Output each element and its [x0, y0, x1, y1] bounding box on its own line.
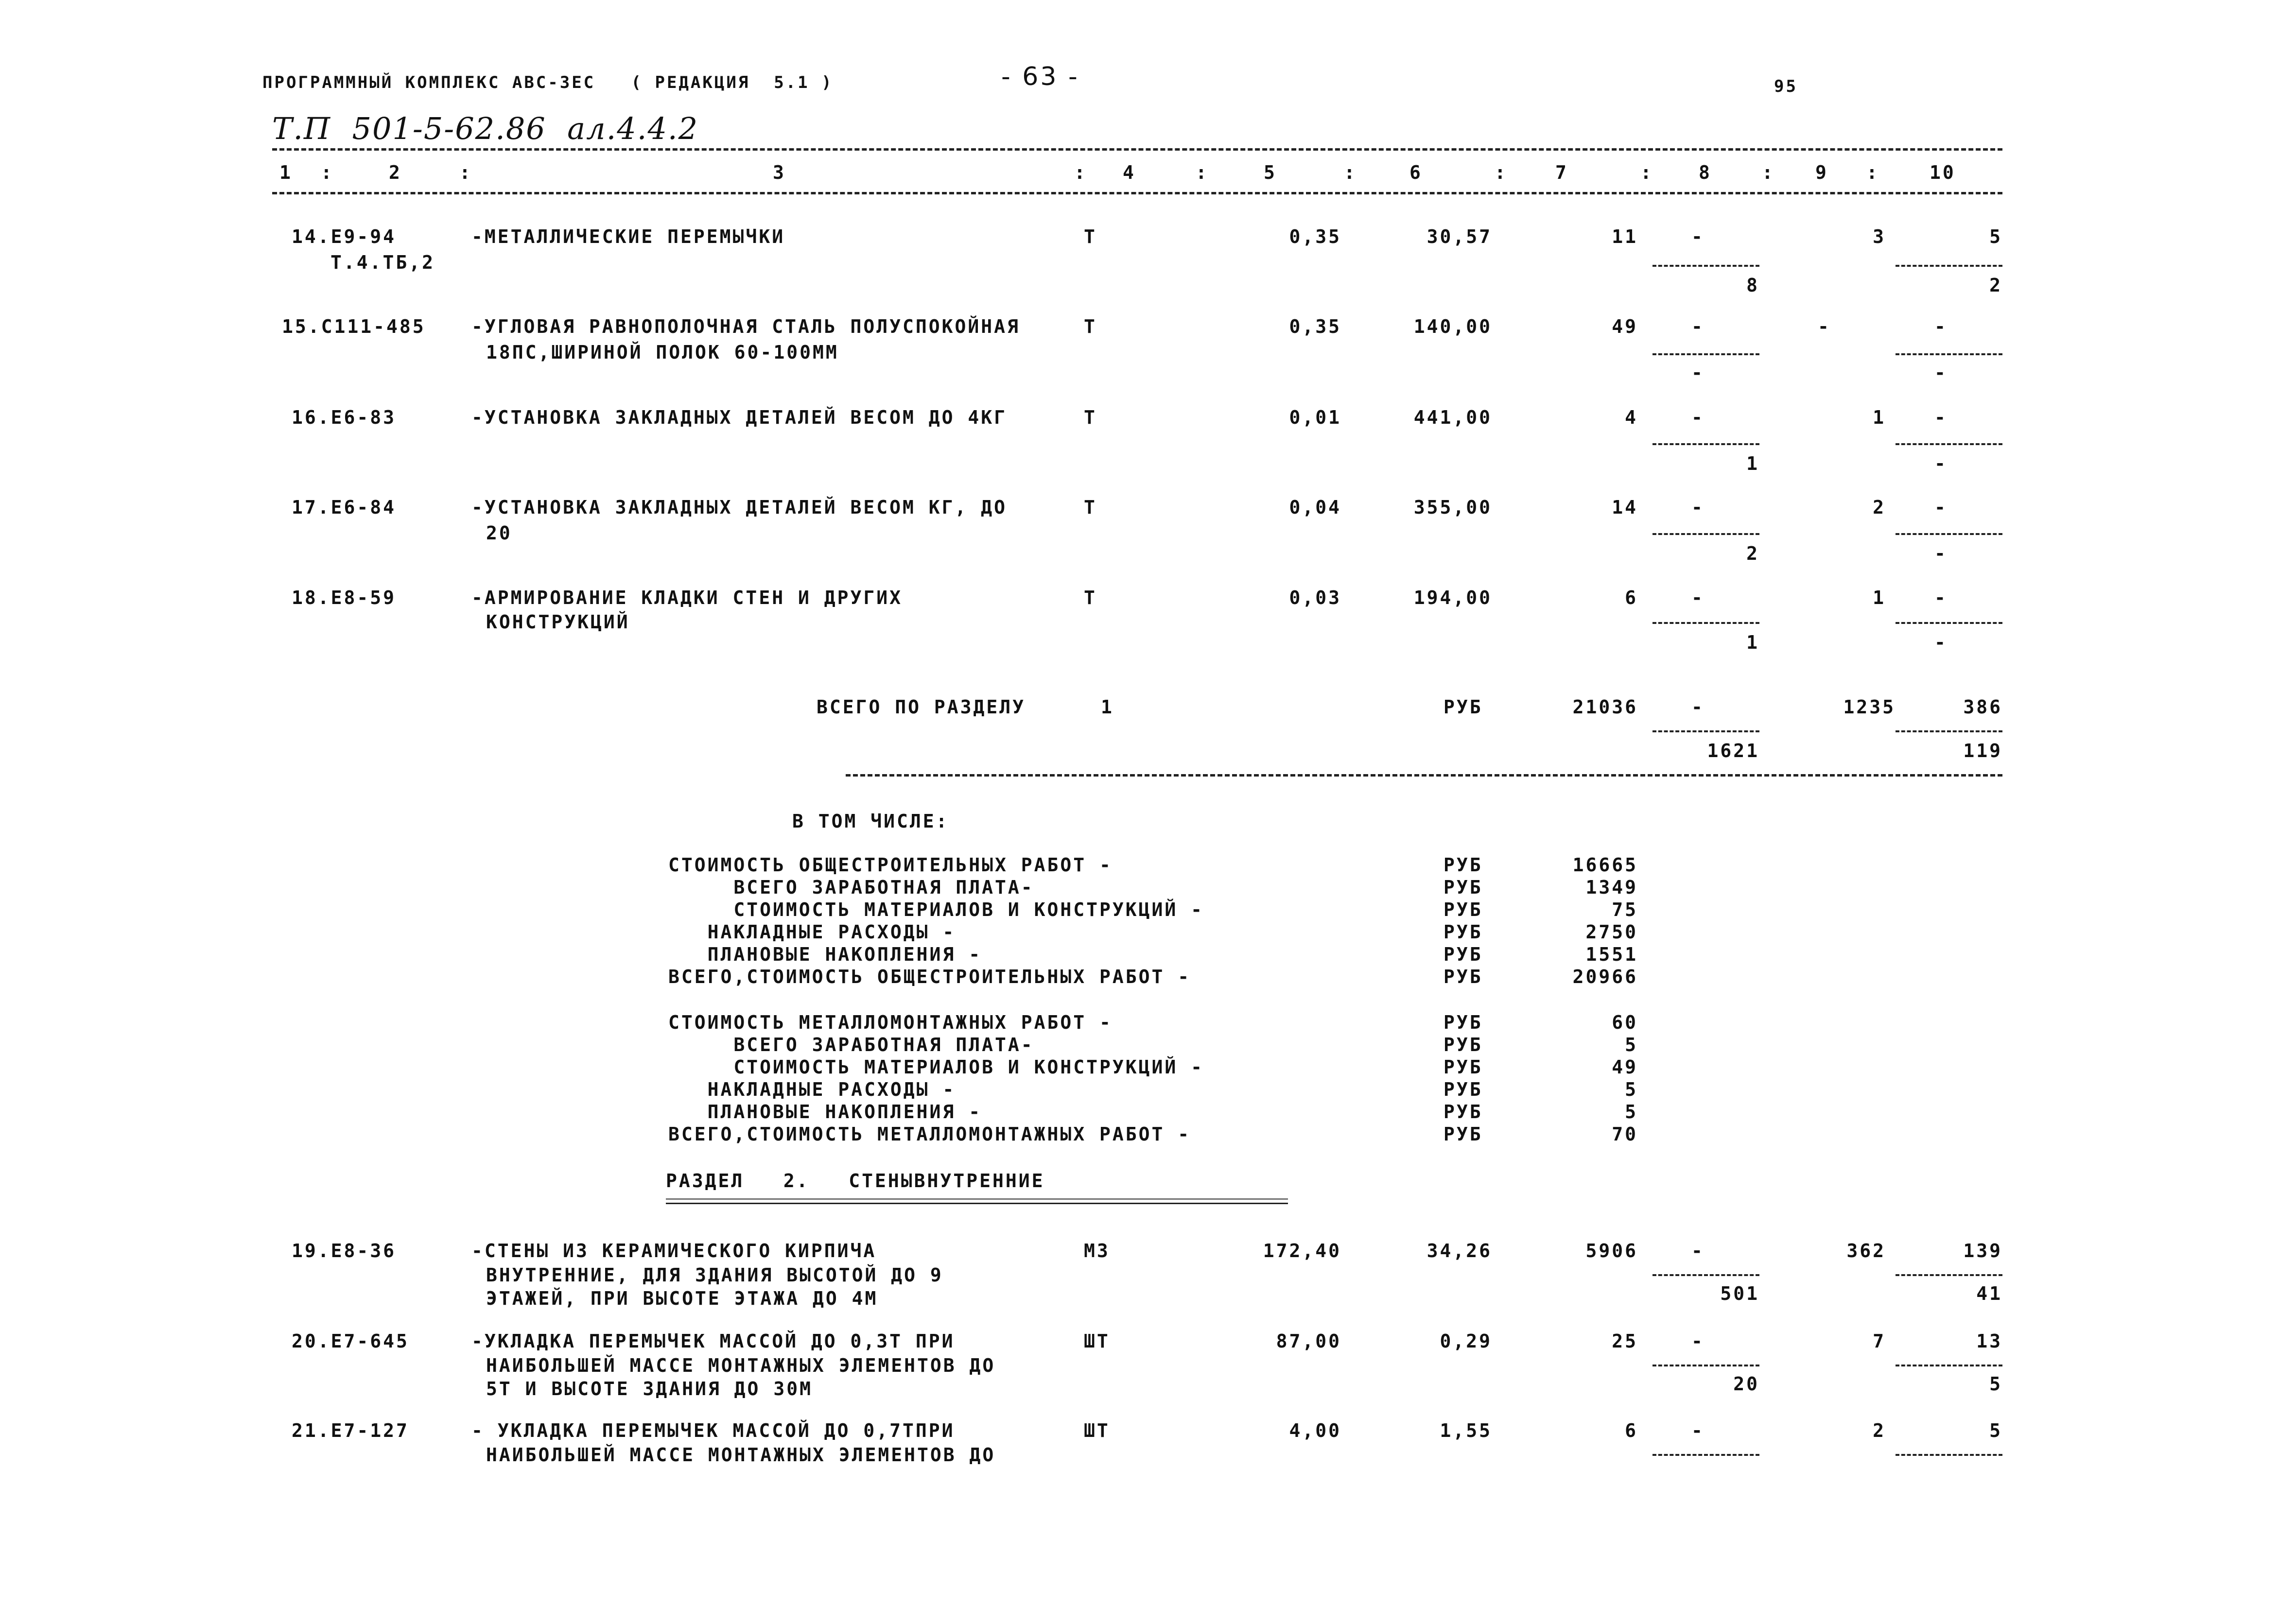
row-number: 20.Е7-645 [292, 1331, 409, 1352]
section-total-col8-bottom: 1621 [1707, 740, 1759, 761]
col-2: 2 [389, 162, 402, 183]
row-number: 18.Е8-59 [292, 587, 397, 608]
row-quantity: 0,04 [1289, 497, 1341, 518]
col-sep: : [1344, 162, 1357, 183]
summary-label: НАКЛАДНЫЕ РАСХОДЫ - [668, 1079, 956, 1100]
col-5: 5 [1264, 162, 1277, 183]
row-price: 194,00 [1413, 587, 1492, 608]
row-description-line3: ЭТАЖЕЙ, ПРИ ВЫСОТЕ ЭТАЖА ДО 4М [486, 1288, 878, 1309]
row-unit: Т [1084, 226, 1097, 247]
cell-rule [1652, 443, 1759, 445]
cell-rule [1652, 730, 1759, 732]
cell-rule [1896, 730, 2002, 732]
row-number: 16.Е6-83 [292, 407, 397, 428]
cell-rule [1896, 265, 2002, 267]
row-col9: 362 [1846, 1240, 1886, 1261]
row-col10-top: - [1934, 587, 1948, 608]
row-quantity: 0,35 [1289, 316, 1341, 337]
row-price: 1,55 [1440, 1420, 1492, 1441]
col-10: 10 [1930, 162, 1956, 183]
col-6: 6 [1409, 162, 1423, 183]
row-quantity: 87,00 [1276, 1331, 1341, 1352]
row-col9: 3 [1873, 226, 1886, 247]
row-col8-bottom: 20 [1733, 1373, 1759, 1395]
including-label: В ТОМ ЧИСЛЕ: [792, 811, 949, 832]
summary-label: СТОИМОСТЬ МАТЕРИАЛОВ И КОНСТРУКЦИЙ - [668, 899, 1204, 920]
summary-unit: РУБ [1444, 966, 1483, 987]
row-col8-top: - [1691, 407, 1705, 428]
col-8: 8 [1699, 162, 1712, 183]
row-number: 19.Е8-36 [292, 1240, 397, 1261]
row-total: 6 [1625, 587, 1638, 608]
row-description-line2: КОНСТРУКЦИЙ [486, 611, 630, 633]
row-quantity: 172,40 [1263, 1240, 1341, 1261]
program-header: ПРОГРАММНЫЙ КОМПЛЕКС АВС-3ЕС ( РЕДАКЦИЯ 5.1 ) [262, 73, 834, 92]
summary-value: 70 [1612, 1123, 1638, 1145]
section-total-unit: РУБ [1444, 696, 1483, 718]
cell-rule [1652, 353, 1759, 355]
row-subref: Т.4.ТБ,2 [330, 252, 435, 273]
summary-unit: РУБ [1444, 877, 1483, 898]
row-price: 30,57 [1426, 226, 1492, 247]
col-sep: : [1074, 162, 1087, 183]
row-col9: - [1818, 316, 1831, 337]
cell-rule [1896, 1454, 2002, 1456]
summary-label: ПЛАНОВЫЕ НАКОПЛЕНИЯ - [668, 1101, 982, 1123]
row-col10-top: - [1934, 407, 1948, 428]
cell-rule [1652, 1365, 1759, 1366]
row-description-line2: 18ПС,ШИРИНОЙ ПОЛОК 60-100ММ [486, 342, 839, 363]
summary-value: 20966 [1572, 966, 1638, 987]
summary-label: ВСЕГО,СТОИМОСТЬ ОБЩЕСТРОИТЕЛЬНЫХ РАБОТ - [668, 966, 1191, 987]
row-col8-bottom: 8 [1746, 275, 1759, 296]
row-description: -УСТАНОВКА ЗАКЛАДНЫХ ДЕТАЛЕЙ ВЕСОМ КГ, ДО [471, 497, 1007, 518]
row-number: 15.С111-485 [282, 316, 426, 337]
row-quantity: 4,00 [1289, 1420, 1341, 1441]
row-description-line2: НАИБОЛЬШЕЙ МАССЕ МОНТАЖНЫХ ЭЛЕМЕНТОВ ДО [486, 1444, 996, 1466]
row-description: -УГЛОВАЯ РАВНОПОЛОЧНАЯ СТАЛЬ ПОЛУСПОКОЙНАЯ [471, 316, 1020, 337]
summary-label: СТОИМОСТЬ ОБЩЕСТРОИТЕЛЬНЫХ РАБОТ - [668, 854, 1113, 876]
summary-value: 1349 [1585, 877, 1638, 898]
handwritten-reference: Т.П 501-5-62.86 ал.4.4.2 [272, 111, 699, 146]
header-rule-top [272, 148, 2002, 151]
col-sep: : [459, 162, 472, 183]
summary-value: 49 [1612, 1056, 1638, 1078]
summary-unit: РУБ [1444, 854, 1483, 876]
summary-unit: РУБ [1444, 1056, 1483, 1078]
row-price: 0,29 [1440, 1331, 1492, 1352]
summary-label: НАКЛАДНЫЕ РАСХОДЫ - [668, 921, 956, 943]
row-quantity: 0,03 [1289, 587, 1341, 608]
col-sep: : [1866, 162, 1879, 183]
summary-value: 60 [1612, 1012, 1638, 1033]
cell-rule [1896, 1365, 2002, 1366]
row-description: -УКЛАДКА ПЕРЕМЫЧЕК МАССОЙ ДО 0,3Т ПРИ [471, 1331, 955, 1352]
summary-value: 5 [1625, 1034, 1638, 1055]
row-description: -УСТАНОВКА ЗАКЛАДНЫХ ДЕТАЛЕЙ ВЕСОМ ДО 4КГ [471, 407, 1007, 428]
summary-label: ПЛАНОВЫЕ НАКОПЛЕНИЯ - [668, 944, 982, 965]
col-sep: : [1196, 162, 1209, 183]
row-description-line3: 5Т И ВЫСОТЕ ЗДАНИЯ ДО 30М [486, 1378, 813, 1400]
row-price: 441,00 [1413, 407, 1492, 428]
row-description-line2: НАИБОЛЬШЕЙ МАССЕ МОНТАЖНЫХ ЭЛЕМЕНТОВ ДО [486, 1355, 996, 1376]
row-col10-bottom: 5 [1989, 1373, 2002, 1395]
row-col8-top: - [1691, 1331, 1705, 1352]
row-col9: 1 [1873, 407, 1886, 428]
row-col8-bottom: 2 [1746, 543, 1759, 564]
header-rule-bottom [272, 192, 2002, 194]
row-col10-top: 139 [1963, 1240, 2002, 1261]
section-total-col10-bottom: 119 [1963, 740, 2002, 761]
cell-rule [1896, 622, 2002, 624]
row-unit: Т [1084, 587, 1097, 608]
summary-label: ВСЕГО ЗАРАБОТНАЯ ПЛАТА- [668, 1034, 1034, 1055]
summary-unit: РУБ [1444, 1034, 1483, 1055]
cell-rule [1652, 533, 1759, 535]
summary-unit: РУБ [1444, 1012, 1483, 1033]
row-total: 4 [1625, 407, 1638, 428]
row-unit: Т [1084, 407, 1097, 428]
row-col8-top: - [1691, 1420, 1705, 1441]
row-number: 21.Е7-127 [292, 1420, 409, 1441]
row-price: 355,00 [1413, 497, 1492, 518]
row-total: 6 [1625, 1420, 1638, 1441]
row-unit: Т [1084, 316, 1097, 337]
row-col9: 2 [1873, 1420, 1886, 1441]
row-col10-bottom: 2 [1989, 275, 2002, 296]
row-description: - УКЛАДКА ПЕРЕМЫЧЕК МАССОЙ ДО 0,7ТПРИ [471, 1420, 955, 1441]
col-3: 3 [773, 162, 786, 183]
row-total: 49 [1612, 316, 1638, 337]
summary-unit: РУБ [1444, 1079, 1483, 1100]
row-col8-top: - [1691, 587, 1705, 608]
cell-rule [1896, 353, 2002, 355]
sheet-number: 95 [1774, 77, 1798, 96]
row-quantity: 0,35 [1289, 226, 1341, 247]
row-col8-bottom: 1 [1746, 632, 1759, 653]
cell-rule [1652, 1274, 1759, 1276]
row-description-line2: ВНУТРЕННИЕ, ДЛЯ ЗДАНИЯ ВЫСОТОЙ ДО 9 [486, 1264, 943, 1286]
summary-unit: РУБ [1444, 921, 1483, 943]
section-total-col8-top: - [1691, 696, 1705, 718]
row-col8-top: - [1691, 226, 1705, 247]
section-total-col10-top: 386 [1963, 696, 2002, 718]
row-description: -СТЕНЫ ИЗ КЕРАМИЧЕСКОГО КИРПИЧА [471, 1240, 877, 1261]
row-col8-top: - [1691, 1240, 1705, 1261]
col-sep: : [1495, 162, 1508, 183]
summary-label: ВСЕГО ЗАРАБОТНАЯ ПЛАТА- [668, 877, 1034, 898]
section-total-value: 21036 [1572, 696, 1638, 718]
section-total-number: 1 [1101, 696, 1114, 718]
summary-value: 1551 [1585, 944, 1638, 965]
col-sep: : [1762, 162, 1775, 183]
row-col10-bottom: - [1934, 632, 1948, 653]
section-title: РАЗДЕЛ 2. СТЕНЫВНУТРЕННИЕ [666, 1170, 1045, 1192]
section-title-underline [666, 1198, 1288, 1204]
row-total: 25 [1612, 1331, 1638, 1352]
col-sep: : [1640, 162, 1653, 183]
summary-unit: РУБ [1444, 1123, 1483, 1145]
row-number: 17.Е6-84 [292, 497, 397, 518]
summary-value: 2750 [1585, 921, 1638, 943]
section-total-rule [846, 774, 2002, 777]
summary-label: СТОИМОСТЬ МАТЕРИАЛОВ И КОНСТРУКЦИЙ - [668, 1056, 1204, 1078]
row-total: 11 [1612, 226, 1638, 247]
cell-rule [1652, 622, 1759, 624]
row-col9: 7 [1873, 1331, 1886, 1352]
row-col8-bottom: - [1691, 362, 1705, 383]
col-sep: : [321, 162, 334, 183]
row-col8-bottom: 1 [1746, 453, 1759, 474]
row-total: 5906 [1585, 1240, 1638, 1261]
row-col8-top: - [1691, 497, 1705, 518]
row-col8-top: - [1691, 316, 1705, 337]
row-price: 34,26 [1426, 1240, 1492, 1261]
row-description: -МЕТАЛЛИЧЕСКИЕ ПЕРЕМЫЧКИ [471, 226, 785, 247]
row-col10-top: 5 [1989, 1420, 2002, 1441]
row-unit: ШТ [1084, 1420, 1110, 1441]
summary-value: 75 [1612, 899, 1638, 920]
row-col10-top: 13 [1976, 1331, 2002, 1352]
row-unit: Т [1084, 497, 1097, 518]
row-col9: 1 [1873, 587, 1886, 608]
cell-rule [1896, 443, 2002, 445]
cell-rule [1652, 265, 1759, 267]
section-total-label: ВСЕГО ПО РАЗДЕЛУ [817, 696, 1026, 718]
cell-rule [1896, 1274, 2002, 1276]
summary-unit: РУБ [1444, 899, 1483, 920]
summary-value: 5 [1625, 1079, 1638, 1100]
row-col8-bottom: 501 [1720, 1283, 1759, 1304]
cell-rule [1652, 1454, 1759, 1456]
col-7: 7 [1555, 162, 1568, 183]
row-unit: М3 [1084, 1240, 1110, 1261]
row-unit: ШТ [1084, 1331, 1110, 1352]
row-col10-bottom: 41 [1976, 1283, 2002, 1304]
summary-value: 16665 [1572, 854, 1638, 876]
row-col10-top: - [1934, 316, 1948, 337]
row-description: -АРМИРОВАНИЕ КЛАДКИ СТЕН И ДРУГИХ [471, 587, 903, 608]
cell-rule [1896, 533, 2002, 535]
summary-value: 5 [1625, 1101, 1638, 1123]
summary-label: ВСЕГО,СТОИМОСТЬ МЕТАЛЛОМОНТАЖНЫХ РАБОТ - [668, 1123, 1191, 1145]
row-col10-bottom: - [1934, 453, 1948, 474]
row-quantity: 0,01 [1289, 407, 1341, 428]
summary-unit: РУБ [1444, 1101, 1483, 1123]
row-col10-top: 5 [1989, 226, 2002, 247]
summary-label: СТОИМОСТЬ МЕТАЛЛОМОНТАЖНЫХ РАБОТ - [668, 1012, 1113, 1033]
row-col10-top: - [1934, 497, 1948, 518]
section-total-col9: 1235 [1843, 696, 1896, 718]
row-description-line2: 20 [486, 522, 512, 544]
page-number: - 63 - [1001, 62, 1079, 91]
col-1: 1 [279, 162, 293, 183]
col-9: 9 [1815, 162, 1828, 183]
row-col10-bottom: - [1934, 362, 1948, 383]
row-price: 140,00 [1413, 316, 1492, 337]
row-total: 14 [1612, 497, 1638, 518]
summary-unit: РУБ [1444, 944, 1483, 965]
col-4: 4 [1123, 162, 1136, 183]
row-col10-bottom: - [1934, 543, 1948, 564]
row-number: 14.Е9-94 [292, 226, 397, 247]
row-col9: 2 [1873, 497, 1886, 518]
